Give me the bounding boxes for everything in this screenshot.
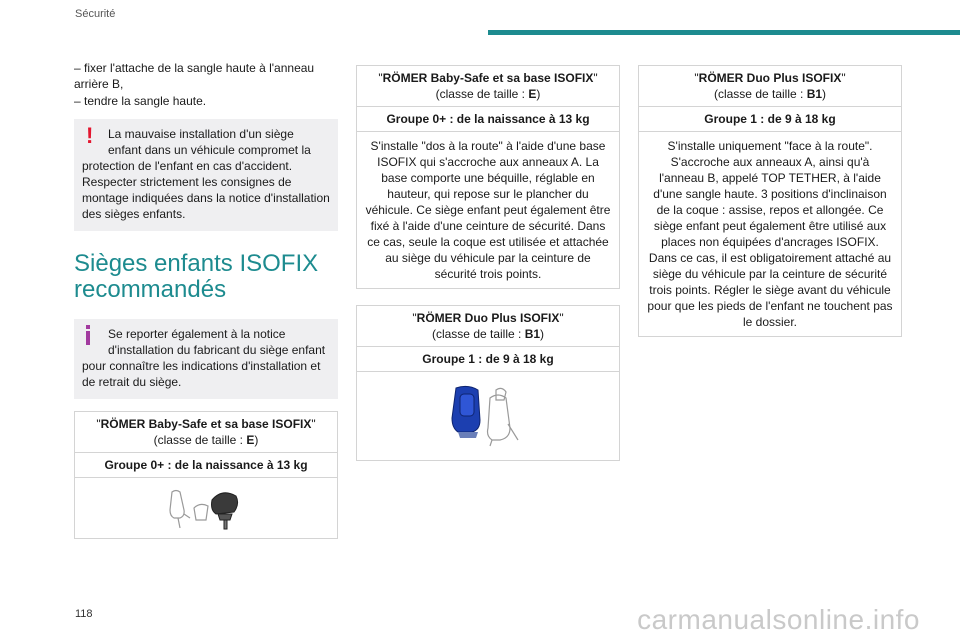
- size-class-suffix: ): [540, 327, 545, 341]
- seat-name: RÖMER Duo Plus ISOFIX: [698, 71, 842, 85]
- warning-text-rest: protection de l'enfant en cas d'accident. Respecter strictement les consignes de montage indiquées dans la notice d'installation des sièges enfants.: [82, 159, 330, 221]
- size-class-suffix: ): [822, 87, 827, 101]
- seat-table-header: "RÖMER Duo Plus ISOFIX" (classe de taille : B1): [412, 311, 564, 341]
- seat-image-row: [357, 371, 619, 460]
- seat-name: RÖMER Duo Plus ISOFIX: [416, 311, 560, 325]
- baby-seat-with-base-illustration: [166, 486, 246, 530]
- size-class-suffix: ): [254, 433, 259, 447]
- seat-table-duo-plus-detail: [638, 65, 902, 337]
- warning-text-first: La mauvaise installation d'un siège enfant dans un véhicule compromet la: [108, 127, 311, 157]
- seat-name: RÖMER Baby-Safe et sa base ISOFIX: [382, 71, 594, 85]
- seat-table-header: "RÖMER Baby-Safe et sa base ISOFIX" (classe de taille : E): [96, 417, 316, 447]
- info-note: [74, 319, 338, 399]
- seat-table-header: "RÖMER Baby-Safe et sa base ISOFIX" (classe de taille : E): [378, 71, 598, 101]
- seat-image-row: [75, 477, 337, 538]
- warning-exclamation-icon: !: [86, 123, 94, 148]
- size-class-prefix: (classe de taille :: [431, 327, 525, 341]
- seat-table-baby-safe: [74, 411, 338, 539]
- seat-table-baby-safe-detail: [356, 65, 620, 289]
- size-class-suffix: ): [536, 87, 541, 101]
- seat-description: S'installe "dos à la route" à l'aide d'une base ISOFIX qui s'accroche aux anneaux A. La base comporte une béquille, réglable en hauteur, qui repose sur le plancher du véhicule. Ce siège enfant peut également être fixé à l'aide d'une ceinture de sécurité. Dans ce cas, seule la coque est utilisée et attachée au siège du véhicule par la ceinture de sécurité trois points.: [357, 131, 619, 288]
- info-text-rest: pour connaître les indications d'installation et de retrait du siège.: [82, 359, 321, 389]
- size-class: B1: [524, 327, 541, 341]
- seat-description: S'installe uniquement "face à la route". S'accroche aux anneaux A, ainsi qu'à l'anneau B, appelé TOP TETHER, à l'aide d'une sangle haute. 3 positions d'inclinaison de la coque : assise, repos et allongée. Ce siège enfant peut également être utilisé aux places non équipées d'ancrages ISOFIX. Dans ce cas, il est obligatoirement attaché au siège du véhicule par la ceinture de sécurité trois points. Régler le siège avant du véhicule pour que les pieds de l'enfant ne touchent pas le dossier.: [639, 131, 901, 336]
- size-class-prefix: (classe de taille :: [435, 87, 529, 101]
- seat-group: Groupe 1 : de 9 à 18 kg: [357, 346, 619, 371]
- info-text-first: Se reporter également à la notice d'installation du fabricant du siège enfant: [108, 327, 326, 357]
- size-class: E: [528, 87, 537, 101]
- page-number: 118: [75, 608, 93, 620]
- column-2: [356, 65, 620, 461]
- page-section-title: Sécurité: [75, 8, 116, 20]
- seat-name: RÖMER Baby-Safe et sa base ISOFIX: [100, 417, 312, 431]
- watermark: carmanualsonline.info: [637, 604, 920, 635]
- instruction-bullet-1: – fixer l'attache de la sangle haute à l'anneau arrière B,: [74, 61, 315, 91]
- size-class: B1: [806, 87, 823, 101]
- seat-table-duo-plus: [356, 305, 620, 461]
- size-class: E: [246, 433, 255, 447]
- header-accent-bar: [488, 30, 960, 35]
- size-class-prefix: (classe de taille :: [713, 87, 807, 101]
- info-icon: [86, 325, 90, 345]
- seat-group: Groupe 1 : de 9 à 18 kg: [639, 106, 901, 131]
- warning-note: [74, 119, 338, 231]
- size-class-prefix: (classe de taille :: [153, 433, 247, 447]
- column-3: [638, 65, 902, 337]
- section-heading: Sièges enfants ISOFIX recommandés: [74, 250, 319, 303]
- forward-facing-child-seat-illustration: [450, 384, 526, 448]
- seat-group: Groupe 0+ : de la naissance à 13 kg: [357, 106, 619, 131]
- seat-table-header: "RÖMER Duo Plus ISOFIX" (classe de taille : B1): [694, 71, 846, 101]
- instruction-bullet-2: – tendre la sangle haute.: [74, 94, 207, 108]
- column-1: [74, 60, 338, 539]
- seat-group: Groupe 0+ : de la naissance à 13 kg: [75, 452, 337, 477]
